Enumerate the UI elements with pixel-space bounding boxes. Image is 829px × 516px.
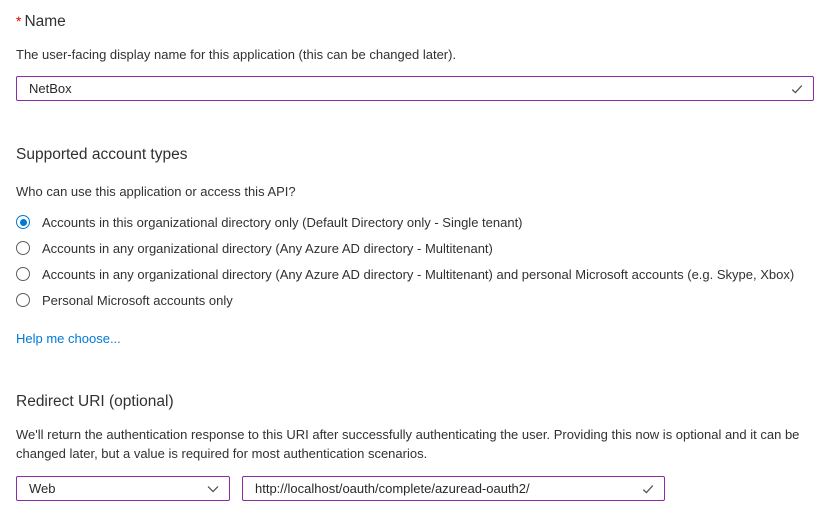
account-types-question: Who can use this application or access this API? xyxy=(16,184,296,199)
name-input-field[interactable] xyxy=(16,76,814,101)
valid-checkmark-icon xyxy=(640,481,656,497)
radio-option-label: Personal Microsoft accounts only xyxy=(42,292,233,308)
required-asterisk: * xyxy=(16,13,22,29)
radio-option-single-tenant[interactable] xyxy=(16,209,814,235)
account-types-section-title: Supported account types xyxy=(16,146,188,163)
chevron-down-icon xyxy=(205,481,221,497)
platform-select[interactable] xyxy=(16,476,230,501)
redirect-uri-section-title: Redirect URI (optional) xyxy=(16,393,174,410)
name-title-text: Name xyxy=(24,13,66,30)
redirect-uri-input-field[interactable] xyxy=(242,476,665,501)
radio-option-label: Accounts in any organizational directory (Any Azure AD directory - Multitenant) xyxy=(42,240,493,256)
name-section-title xyxy=(16,11,814,32)
valid-checkmark-icon xyxy=(789,81,805,97)
radio-option-label: Accounts in any organizational directory (Any Azure AD directory - Multitenant) and personal Microsoft accounts (e.g. Skype, Xbox) xyxy=(42,266,795,282)
radio-button-icon[interactable] xyxy=(16,215,30,229)
help-me-choose-link[interactable]: Help me choose... xyxy=(16,331,121,346)
account-types-radio-group xyxy=(16,209,814,313)
radio-option-personal-only[interactable] xyxy=(16,287,814,313)
radio-option-multitenant[interactable] xyxy=(16,235,814,261)
radio-button-icon[interactable] xyxy=(16,267,30,281)
name-description: The user-facing display name for this application (this can be changed later). xyxy=(16,47,457,62)
radio-button-icon[interactable] xyxy=(16,241,30,255)
radio-option-label: Accounts in this organizational directory only (Default Directory only - Single tenant) xyxy=(42,214,523,230)
radio-button-icon[interactable] xyxy=(16,293,30,307)
app-registration-form xyxy=(0,11,829,501)
redirect-uri-description: We'll return the authentication response to this URI after successfully authenticating the user. Providing this now is optional and it can be changed later, but a value is required for most authentication scenarios. xyxy=(16,427,800,461)
radio-option-multitenant-personal[interactable] xyxy=(16,261,814,287)
redirect-uri-input[interactable] xyxy=(255,481,634,496)
name-input[interactable] xyxy=(29,81,783,96)
redirect-uri-controls xyxy=(16,476,814,501)
platform-select-value: Web xyxy=(29,481,56,496)
